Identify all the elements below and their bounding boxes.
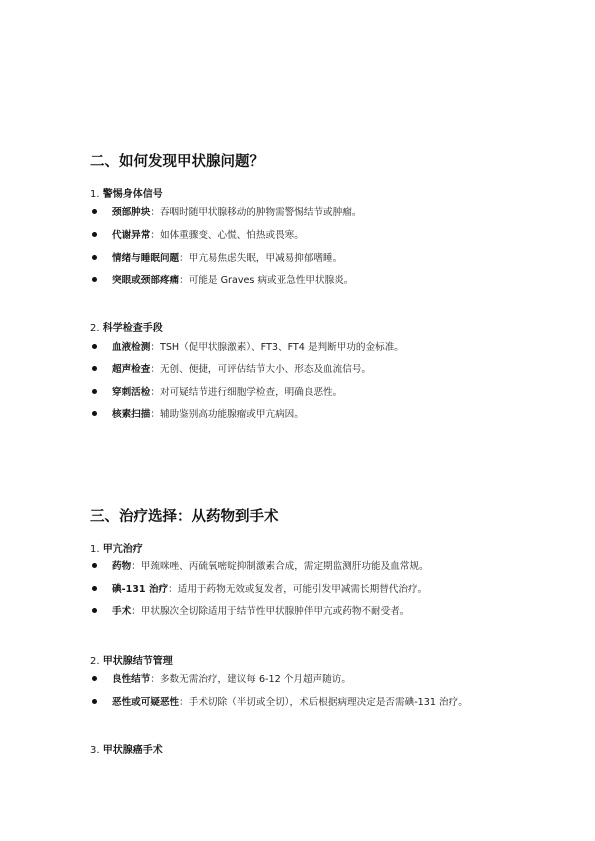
list-item: [92, 363, 372, 377]
item-desc: ：甲亢易焦虑失眠，甲减易抑郁嗜睡。: [179, 253, 343, 264]
sub-heading: [90, 185, 163, 200]
sub-heading-number: 2.: [90, 323, 100, 334]
bullet-icon: [92, 389, 97, 394]
bullet-icon: [92, 608, 97, 613]
bullet-icon: [92, 411, 97, 416]
sub-heading-number: 3.: [90, 745, 100, 756]
item-term: 血液检测: [112, 342, 151, 353]
item-desc: ：无创、便捷，可评估结节大小、形态及血流信号。: [150, 364, 372, 375]
item-desc: ：对可疑结节进行细胞学检查，明确良恶性。: [150, 387, 343, 398]
bullet-icon: [92, 344, 97, 349]
section-title: 三、治疗选择：从药物到手术: [90, 509, 279, 525]
bullet-icon: [92, 699, 97, 704]
item-term: 穿刺活检: [112, 387, 151, 398]
sub-heading-text: 甲亢治疗: [102, 544, 143, 555]
sub-heading-number: 1.: [90, 544, 100, 555]
sub-heading: [90, 540, 143, 555]
item-term: 情绪与睡眠问题: [112, 253, 180, 264]
item-desc: ：如体重骤变、心慌、怕热或畏寒。: [150, 230, 304, 241]
bullet-icon: [92, 676, 97, 681]
list-item: [92, 560, 429, 574]
item-term: 颈部肿块: [112, 207, 151, 218]
item-term: 突眼或颈部疼痛: [112, 275, 180, 286]
list-item: [92, 696, 468, 710]
item-desc: ：可能是 Graves 病或亚急性甲状腺炎。: [179, 275, 354, 286]
item-term: 药物: [112, 561, 132, 572]
bullet-icon: [92, 209, 97, 214]
list-item: [92, 274, 354, 288]
list-item: [92, 673, 351, 687]
list-item: [92, 386, 343, 400]
sub-heading-number: 2.: [90, 656, 100, 667]
item-term: 碘-131 治疗: [112, 584, 169, 595]
item-desc: ：适用于药物无效或复发者，可能引发甲减需长期替代治疗。: [168, 584, 428, 595]
list-item: [92, 252, 343, 266]
bullet-icon: [92, 563, 97, 568]
item-desc: ：手术切除（半切或全切），术后根据病理决定是否需碘-131 治疗。: [179, 697, 468, 708]
list-item: [92, 605, 410, 619]
bullet-icon: [92, 586, 97, 591]
item-desc: ：TSH（促甲状腺激素）、FT3、FT4 是判断甲功的金标准。: [150, 342, 404, 353]
bullet-icon: [92, 232, 97, 237]
item-desc: ：辅助鉴别高功能腺瘤或甲亢病因。: [150, 409, 304, 420]
bullet-icon: [92, 366, 97, 371]
list-item: [92, 206, 362, 220]
item-desc: ：吞咽时随甲状腺移动的肿物需警惕结节或肿瘤。: [150, 207, 362, 218]
list-item: [92, 408, 304, 422]
sub-heading-text: 警惕身体信号: [102, 189, 163, 200]
sub-heading-number: 1.: [90, 189, 100, 200]
bullet-icon: [92, 255, 97, 260]
item-term: 代谢异常: [112, 230, 151, 241]
item-term: 核素扫描: [112, 409, 151, 420]
section-title: 二、如何发现甲状腺问题？: [90, 154, 264, 170]
sub-heading-text: 甲状腺癌手术: [102, 745, 163, 756]
item-desc: ：甲巯咪唑、丙硫氧嘧啶抑制激素合成，需定期监测肝功能及血常规。: [131, 561, 429, 572]
sub-heading-text: 科学检查手段: [102, 323, 163, 334]
item-term: 恶性或可疑恶性: [112, 697, 180, 708]
sub-heading: [90, 652, 173, 667]
sub-heading: [90, 741, 163, 756]
sub-heading-text: 甲状腺结节管理: [102, 656, 173, 667]
list-item: [92, 229, 304, 243]
list-item: [92, 341, 404, 355]
item-term: 手术: [112, 606, 132, 617]
item-term: 超声检查: [112, 364, 151, 375]
sub-heading: [90, 319, 163, 334]
item-desc: ：多数无需治疗，建议每 6-12 个月超声随访。: [150, 674, 351, 685]
bullet-icon: [92, 277, 97, 282]
item-desc: ：甲状腺次全切除适用于结节性甲状腺肿伴甲亢或药物不耐受者。: [131, 606, 410, 617]
item-term: 良性结节: [112, 674, 151, 685]
list-item: [92, 583, 428, 597]
